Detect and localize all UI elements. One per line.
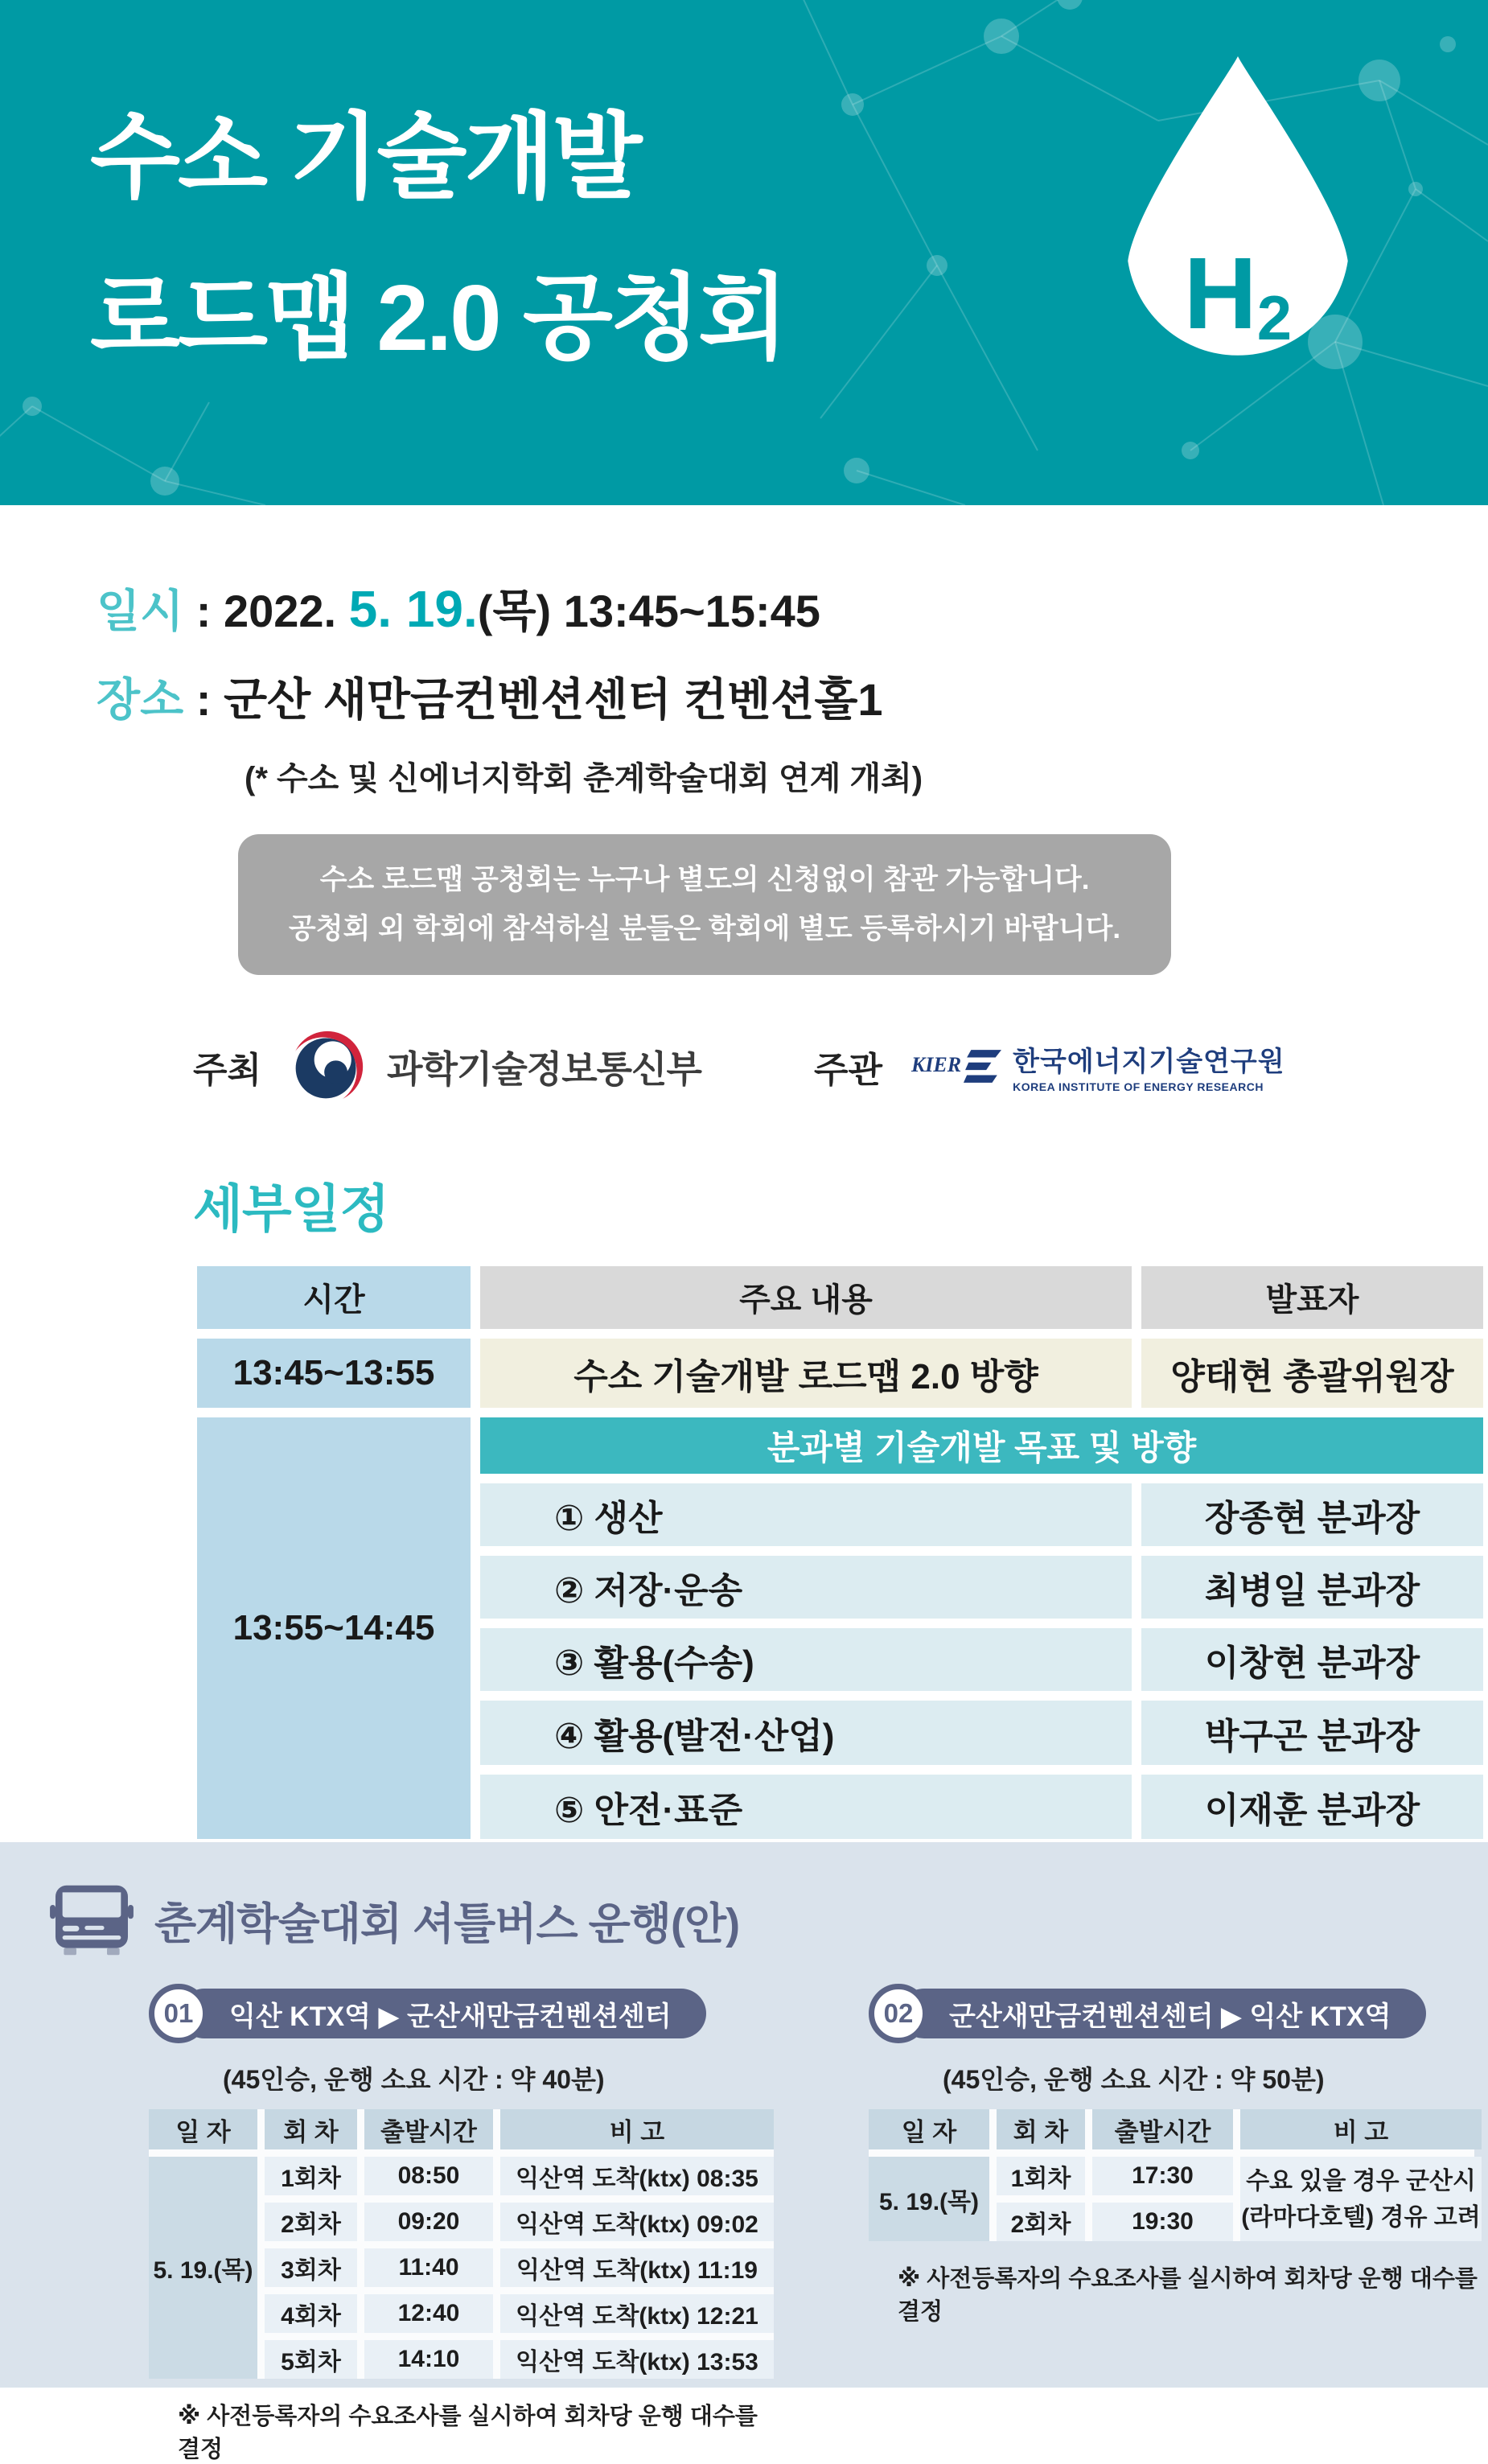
note-line-1: 수요 있을 경우 군산시 [1246, 2167, 1476, 2195]
schedule-time: 13:45~13:55 [197, 1339, 471, 1408]
col-header-date: 일 자 [869, 2109, 989, 2149]
route-1-footnote: ※ 사전등록자의 수요조사를 실시하여 회차당 운행 대수를 결정 [178, 2404, 758, 2462]
schedule-speaker: 양태현 총괄위원장 [1141, 1339, 1483, 1408]
schedule-table [197, 1266, 1484, 1911]
shuttle-date: 5. 19.(목) [149, 2157, 257, 2379]
depart-cell: 17:30 [1092, 2157, 1233, 2195]
schedule-heading: 세부일정 [193, 1179, 389, 1238]
col-header-speaker: 발표자 [1141, 1266, 1483, 1329]
notice-line-2: 공청회 외 학회에 참석하실 분들은 학회에 별도 등록하시기 바랍니다. [288, 913, 1121, 945]
venue-text: 군산 새만금컨벤션센터 컨벤션홀1 [223, 674, 883, 725]
schedule-speaker: 장종현 분과장 [1141, 1483, 1483, 1546]
shuttle-heading-row [0, 1842, 1488, 1956]
route-1-caption: (45인승, 운행 소요 시간 : 약 40분) [223, 2065, 605, 2094]
schedule-group-band: 분과별 기술개발 목표 및 방향 [480, 1417, 1483, 1474]
depart-cell: 11:40 [364, 2248, 493, 2287]
kier-wordmark: KIER [910, 1052, 962, 1076]
col-header-depart: 출발시간 [1092, 2109, 1233, 2149]
route-2-footnote: ※ 사전등록자의 수요조사를 실시하여 회차당 운행 대수를 결정 [898, 2266, 1478, 2325]
notice-box [238, 834, 1171, 975]
host-name: 과학기술정보통신부 [387, 1047, 701, 1090]
event-venue-line [97, 664, 1488, 729]
note-cell: 익산역 도착(ktx) 13:53 [500, 2340, 774, 2379]
kier-names [1013, 1039, 1285, 1093]
venue-note: (* 수소 및 신에너지학회 춘계학술대회 연계 개최) [245, 761, 923, 796]
schedule-content: ④ 활용(발전·산업) [480, 1701, 1132, 1765]
bus-icon [50, 1884, 134, 1956]
title-line-2: 로드맵 2.0 공청회 [90, 265, 787, 370]
col-header-depart: 출발시간 [364, 2109, 493, 2149]
route-1-title [149, 1984, 774, 2043]
route-2-badge: 02 [869, 1984, 928, 2043]
shuttle-route-1 [149, 1984, 774, 2464]
schedule-speaker: 이재훈 분과장 [1141, 1775, 1483, 1839]
kier-e-icon [964, 1050, 1001, 1084]
venue-label: 장소 [97, 674, 184, 725]
depart-cell: 12:40 [364, 2294, 493, 2333]
col-header-time: 시간 [197, 1266, 471, 1329]
schedule-content: ① 생산 [480, 1483, 1132, 1546]
shuttle-section [0, 1842, 1488, 2462]
note-line-2: (라마다호텔) 경유 고려 [1241, 2203, 1481, 2231]
notice-line-1: 수소 로드맵 공청회는 누구나 별도의 신청없이 참관 가능합니다. [319, 864, 1090, 895]
schedule-content: ⑤ 안전·표준 [480, 1775, 1132, 1839]
depart-cell: 09:20 [364, 2203, 493, 2241]
depart-cell: 19:30 [1092, 2203, 1233, 2241]
venue-pre: : [183, 674, 224, 725]
shuttle-route-2 [869, 1984, 1488, 2464]
route-2-caption: (45인승, 운행 소요 시간 : 약 50분) [943, 2065, 1325, 2094]
route-1-pill: 익산 KTX역 ▶ 군산새만금컨벤션센터 [179, 1989, 706, 2038]
schedule-content: 수소 기술개발 로드맵 2.0 방향 [480, 1339, 1132, 1408]
date-highlight: 5. 19. [348, 580, 478, 638]
shuttle-columns [149, 1984, 1488, 2464]
schedule-time-group: 13:55~14:45 [197, 1417, 471, 1839]
schedule-speaker: 최병일 분과장 [1141, 1556, 1483, 1619]
host-label: 주최 [193, 1050, 262, 1090]
kier-mark [911, 1050, 1001, 1084]
msit-emblem-icon [289, 1028, 366, 1105]
h2-droplet-icon [1110, 56, 1366, 380]
col-header-trip: 회 차 [997, 2109, 1085, 2149]
poster-header [0, 0, 1488, 505]
shuttle-table-2 [869, 2109, 1481, 2241]
note-cell: 익산역 도착(ktx) 12:21 [500, 2294, 774, 2333]
trip-cell: 1회차 [265, 2157, 357, 2195]
col-header-note: 비 고 [1240, 2109, 1482, 2149]
date-post: (목) 13:45~15:45 [477, 586, 820, 636]
depart-cell: 08:50 [364, 2157, 493, 2195]
trip-cell: 3회차 [265, 2248, 357, 2287]
shuttle-table-1 [149, 2109, 774, 2379]
trip-cell: 4회차 [265, 2294, 357, 2333]
note-merged-cell [1240, 2157, 1482, 2241]
col-header-content: 주요 내용 [480, 1266, 1132, 1329]
shuttle-date: 5. 19.(목) [869, 2157, 989, 2241]
note-cell: 익산역 도착(ktx) 08:35 [500, 2157, 774, 2195]
msit-logo [289, 1028, 701, 1105]
trip-cell: 2회차 [265, 2203, 357, 2241]
schedule-speaker: 박구곤 분과장 [1141, 1701, 1483, 1765]
col-header-date: 일 자 [149, 2109, 257, 2149]
title-line-1: 수소 기술개발 [90, 105, 640, 209]
organizers-row [193, 1028, 1488, 1105]
shuttle-heading: 춘계학술대회 셔틀버스 운행(안) [154, 1899, 740, 1948]
date-pre: : 2022. [183, 586, 349, 636]
organizer-name-kr: 한국에너지기술연구원 [1013, 1047, 1285, 1077]
col-header-note: 비 고 [500, 2109, 774, 2149]
col-header-trip: 회 차 [265, 2109, 357, 2149]
organizer-name-en: KOREA INSTITUTE OF ENERGY RESEARCH [1013, 1080, 1264, 1093]
page-title [90, 77, 786, 398]
h2-letter: H [1183, 237, 1257, 350]
event-info [0, 505, 1488, 1911]
route-2-pill: 군산새만금컨벤션센터 ▶ 익산 KTX역 [899, 1989, 1426, 2038]
schedule-speaker: 이창현 분과장 [1141, 1628, 1483, 1691]
route-1-badge: 01 [149, 1984, 208, 2043]
trip-cell: 2회차 [997, 2203, 1085, 2241]
h2-symbol [1110, 237, 1366, 353]
kier-logo [814, 1039, 1285, 1093]
date-label: 일시 [97, 586, 184, 636]
schedule-content: ② 저장·운송 [480, 1556, 1132, 1619]
trip-cell: 1회차 [997, 2157, 1085, 2195]
organizer-label: 주관 [813, 1050, 882, 1090]
route-2-title [869, 1984, 1488, 2043]
note-cell: 익산역 도착(ktx) 11:19 [500, 2248, 774, 2287]
poster-body [0, 505, 1488, 1842]
trip-cell: 5회차 [265, 2340, 357, 2379]
note-cell: 익산역 도착(ktx) 09:02 [500, 2203, 774, 2241]
h2-subscript: 2 [1256, 282, 1293, 353]
depart-cell: 14:10 [364, 2340, 493, 2379]
schedule-content: ③ 활용(수송) [480, 1628, 1132, 1691]
event-date-line [97, 576, 1488, 640]
